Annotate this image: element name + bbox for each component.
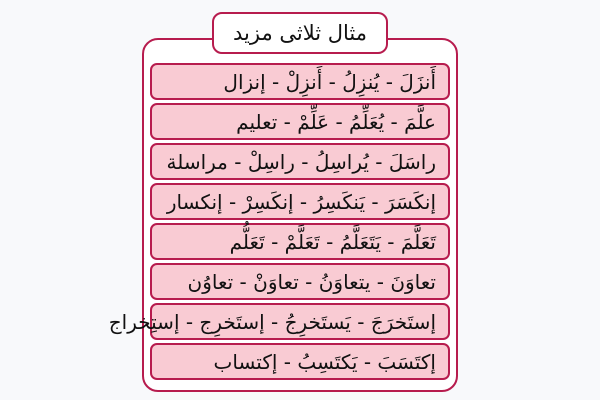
verb-row-1: أَنزَلَ - يُنزِلُ - أَنزِلْ - إنزال	[150, 63, 450, 100]
verb-row-8: إكتَسَبَ - يَكتَسِبُ - إكتساب	[150, 343, 450, 380]
diagram-title: مثال ثلاثى مزيد	[212, 12, 388, 54]
verb-row-5: تَعَلَّمَ - يَتَعَلَّمُ - تَعَلَّمْ - تَعَلُّم	[150, 223, 450, 260]
verb-row-3: راسَلَ - يُراسِلُ - راسِلْ - مراسلة	[150, 143, 450, 180]
verb-row-6: تعاوَنَ - يتعاوَنُ - تعاوَنْ - تعاوُن	[150, 263, 450, 300]
verb-list	[108, 63, 450, 383]
verb-row-7: إستَخرَجَ - يَستَخرِجُ - إستَخرِج - إستِخراج	[150, 303, 450, 340]
verb-row-4: إنكَسَرَ - يَنكَسِرُ - إنكَسِرْ - إنكسار	[150, 183, 450, 220]
verb-row-2: علَّمَ - يُعَلِّمُ - عَلِّمْ - تعليم	[150, 103, 450, 140]
